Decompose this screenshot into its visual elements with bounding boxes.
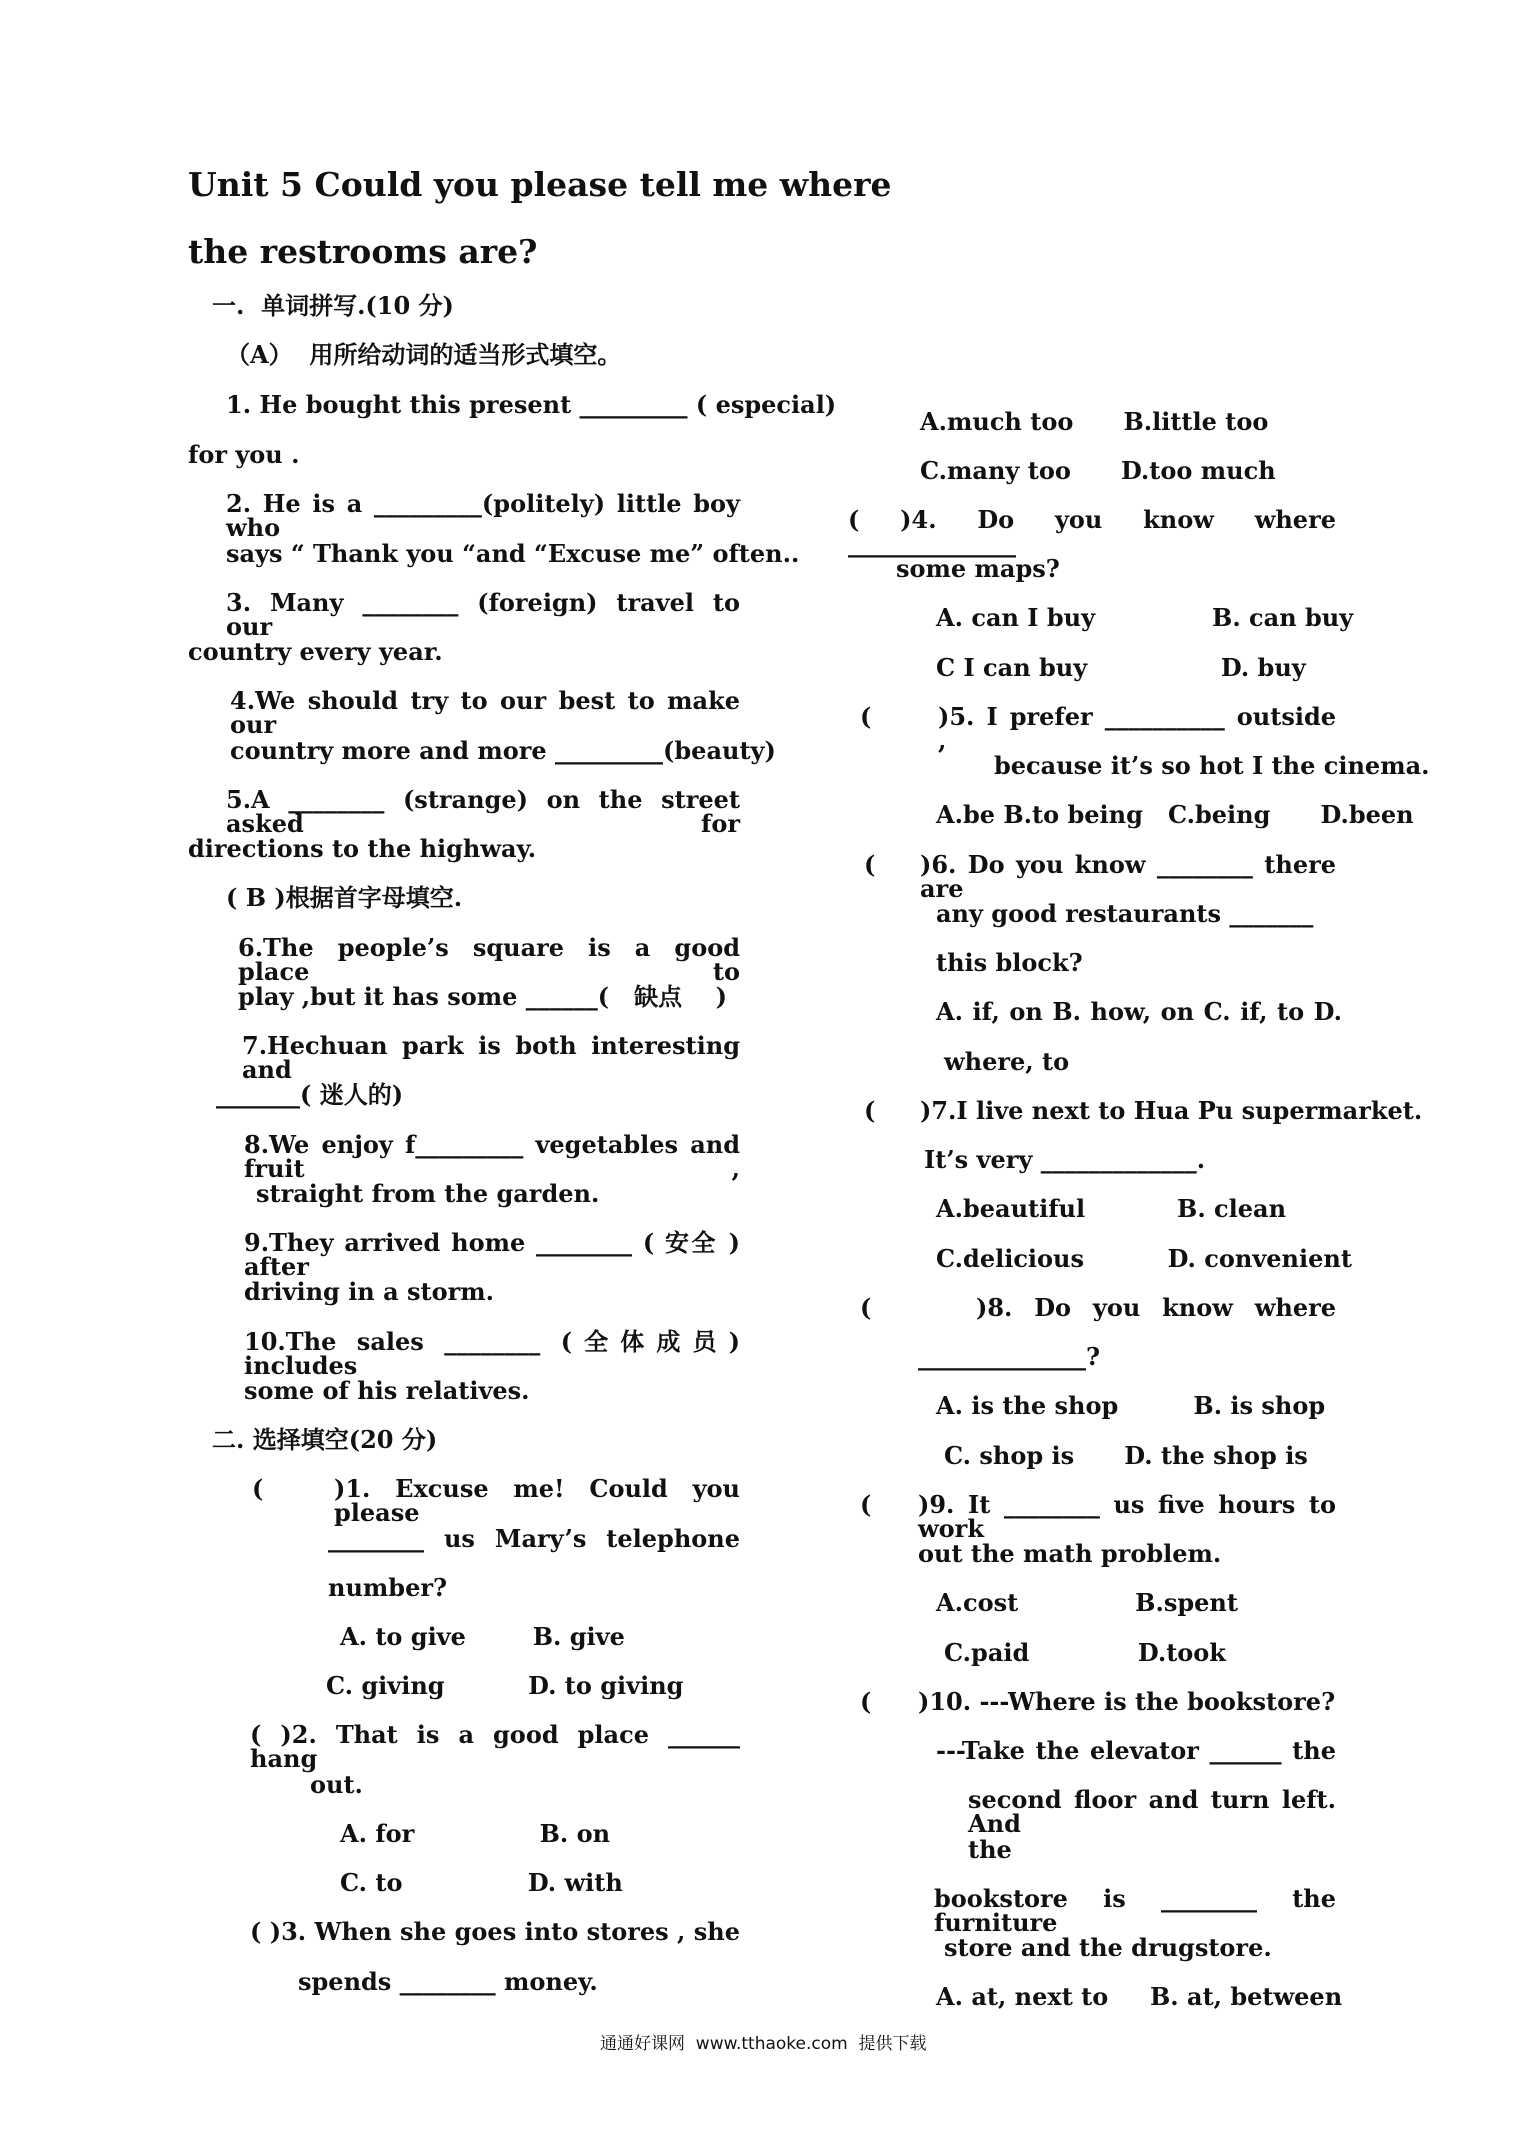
c3-line2: spends ________ money.	[298, 1967, 598, 1996]
q5-line1: 5.A ________ (strange) on the street asked for	[226, 785, 740, 838]
section1-heading: 一. 单词拼写.(10 分)	[212, 291, 454, 320]
partA-heading: （A） 用所给动词的适当形式填空。	[226, 340, 622, 369]
q6-line2: play ,but it has some ______( 缺点 )	[238, 982, 727, 1011]
section2-heading: 二. 选择填空(20 分)	[212, 1425, 438, 1454]
c1-line3: number?	[328, 1573, 448, 1602]
partB-heading: ( B )根据首字母填空.	[226, 883, 463, 912]
c1-options-1: A. to give B. give	[340, 1622, 625, 1651]
c6-options-1: A. if, on B. how, on C. if, to D.	[936, 997, 1342, 1026]
page-title-line2: the restrooms are?	[188, 232, 538, 271]
c8-paren: (	[860, 1293, 872, 1322]
c6-line2: any good restaurants _______	[936, 899, 1314, 928]
c5-options: A.be B.to being C.being D.been	[936, 800, 1414, 829]
c7-options-1: A.beautiful B. clean	[936, 1194, 1287, 1223]
c10-line2: ---Take the elevator ______ the	[936, 1736, 1336, 1765]
c4-line2: some maps?	[896, 554, 1060, 583]
q6-line1: 6.The people’s square is a good place to	[238, 933, 740, 986]
q9-line2: driving in a storm.	[244, 1277, 495, 1306]
c9-options-1: A.cost B.spent	[936, 1588, 1238, 1617]
c10-line5: bookstore is ________ the furniture	[934, 1884, 1336, 1937]
q2-line2: says “ Thank you “and “Excuse me” often..	[226, 539, 800, 568]
c8-line2: ______________?	[918, 1342, 1101, 1371]
c6-options-2: where, to	[944, 1047, 1070, 1076]
c1-paren: (	[252, 1474, 264, 1503]
c4-options-2: C I can buy D. buy	[936, 653, 1306, 682]
c7-line2: It’s very _____________.	[924, 1145, 1206, 1174]
page-title-line1: Unit 5 Could you please tell me where	[188, 165, 892, 204]
c5-paren: (	[860, 702, 872, 731]
q4-line2: country more and more _________(beauty)	[230, 736, 776, 765]
q8-line1: 8.We enjoy f_________ vegetables and fruit ,	[244, 1130, 740, 1183]
c1-line1: )1. Excuse me! Could you please	[334, 1474, 740, 1527]
q3-line1: 3. Many ________ (foreign) travel to our	[226, 588, 740, 641]
c8-options-2: C. shop is D. the shop is	[944, 1441, 1308, 1470]
c9-line2: out the math problem.	[918, 1539, 1222, 1568]
c10-paren: (	[860, 1687, 872, 1716]
c7-paren: (	[864, 1096, 876, 1125]
c3-options-1: A.much too B.little too	[920, 407, 1269, 436]
q7-line2: _______( 迷人的)	[216, 1080, 404, 1109]
c1-line2: ________ us Mary’s telephone	[328, 1524, 740, 1553]
c3-options-2: C.many too D.too much	[920, 456, 1276, 485]
c4-line1: ( )4. Do you know where ______________	[848, 505, 1336, 558]
footer-source: 通通好课网 www.tthaoke.com 提供下载	[600, 2034, 927, 2054]
q1-line2: for you .	[188, 440, 300, 469]
c6-line1: )6. Do you know ________ there are	[920, 850, 1336, 903]
c8-line1: )8. Do you know where	[976, 1293, 1336, 1322]
c2-options-1: A. for B. on	[340, 1819, 611, 1848]
c5-line1: )5. I prefer __________ outside ,	[938, 702, 1336, 755]
c3-line1: ( )3. When she goes into stores , she	[250, 1917, 740, 1946]
c10-line6: store and the drugstore.	[944, 1933, 1272, 1962]
q5-line2: directions to the highway.	[188, 834, 537, 863]
c2-line2: out.	[310, 1770, 363, 1799]
c9-paren: (	[860, 1490, 872, 1519]
c10-line1: )10. ---Where is the bookstore?	[918, 1687, 1336, 1716]
q3-line2: country every year.	[188, 637, 443, 666]
c6-paren: (	[864, 850, 876, 879]
c9-options-2: C.paid D.took	[944, 1638, 1226, 1667]
q10-line1: 10.The sales ________ (全体成员) includes	[244, 1327, 740, 1380]
q9-line1: 9.They arrived home ________ ( 安全 ) after	[244, 1228, 740, 1281]
c4-options-1: A. can I buy B. can buy	[936, 603, 1354, 632]
c7-line1: )7.I live next to Hua Pu supermarket.	[920, 1096, 1423, 1125]
c10-line4: the	[968, 1835, 1012, 1864]
c2-line1: ( )2. That is a good place ______ hang	[250, 1720, 740, 1773]
c10-line3: second floor and turn left. And	[968, 1785, 1336, 1838]
c9-line1: )9. It ________ us five hours to work	[918, 1490, 1336, 1543]
c10-options: A. at, next to B. at, between	[936, 1982, 1343, 2011]
q10-line2: some of his relatives.	[244, 1376, 530, 1405]
c2-options-2: C. to D. with	[340, 1868, 623, 1897]
c1-options-2: C. giving D. to giving	[326, 1671, 684, 1700]
q8-line2: straight from the garden.	[256, 1179, 600, 1208]
q7-line1: 7.Hechuan park is both interesting and	[242, 1031, 740, 1084]
c6-line3: this block?	[936, 948, 1083, 977]
c5-line2: because it’s so hot I the cinema.	[994, 751, 1430, 780]
q4-line1: 4.We should try to our best to make our	[230, 686, 740, 739]
c7-options-2: C.delicious D. convenient	[936, 1244, 1352, 1273]
c8-options-1: A. is the shop B. is shop	[936, 1391, 1326, 1420]
q1-line1: 1. He bought this present _________ ( especial)	[226, 390, 837, 419]
q2-line1: 2. He is a _________(politely) little boy who	[226, 489, 740, 542]
